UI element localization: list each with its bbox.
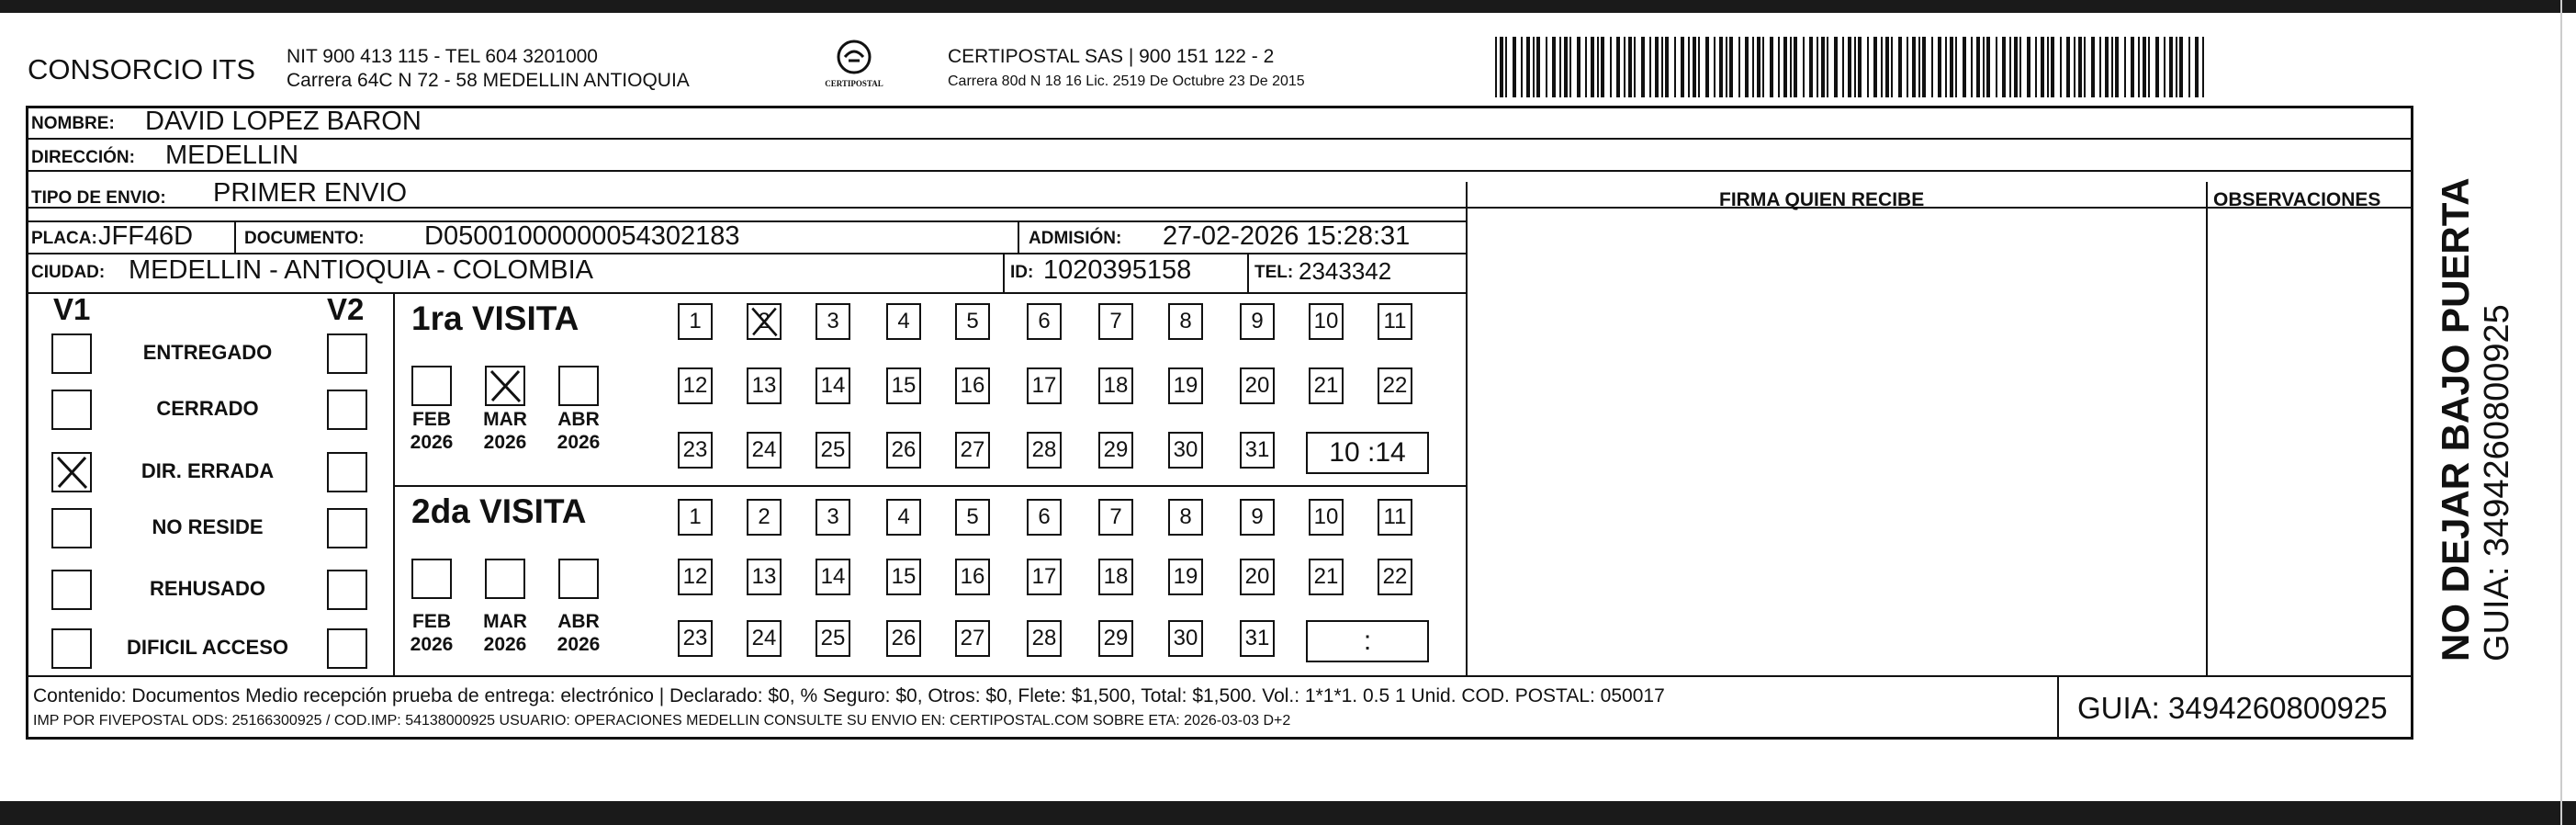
day-number: 21 (1313, 373, 1339, 398)
day-box[interactable] (886, 367, 921, 404)
day-number: 18 (1103, 564, 1129, 589)
barcode (1495, 37, 2204, 97)
day-box[interactable] (747, 620, 782, 657)
day-box[interactable] (1098, 367, 1133, 404)
v1-checkbox[interactable] (51, 333, 92, 374)
day-box[interactable] (747, 367, 782, 404)
day-box[interactable] (678, 367, 713, 404)
month-checkbox[interactable] (485, 559, 525, 599)
day-box[interactable] (1168, 432, 1203, 469)
first-visit-title: 1ra VISITA (411, 299, 579, 337)
day-box[interactable] (955, 303, 990, 340)
month-year: 2026 (410, 432, 454, 453)
company-nit-line: NIT 900 413 115 - TEL 604 3201000 (287, 46, 598, 67)
day-number: 7 (1109, 309, 1122, 333)
day-box[interactable] (816, 499, 850, 536)
nombre-label: NOMBRE: (31, 114, 115, 133)
status-label: ENTREGADO (142, 341, 273, 364)
col-line (1003, 253, 1005, 292)
tel-value: 2343342 (1299, 257, 1392, 285)
day-number: 25 (820, 437, 846, 462)
col-line (234, 220, 236, 253)
day-number: 31 (1244, 437, 1270, 462)
documento-label: DOCUMENTO: (244, 229, 365, 248)
v1-checkbox[interactable] (51, 570, 92, 610)
month-label: MAR (483, 611, 527, 632)
day-box[interactable] (816, 432, 850, 469)
day-number: 26 (891, 437, 917, 462)
day-number: 16 (960, 564, 985, 589)
v1-label: V1 (53, 292, 91, 326)
day-box[interactable] (1168, 620, 1203, 657)
month-checkbox[interactable] (411, 366, 452, 406)
second-visit-title: 2da VISITA (411, 492, 587, 530)
day-box[interactable] (1098, 303, 1133, 340)
day-box[interactable] (1027, 559, 1062, 595)
day-number: 3 (827, 309, 839, 333)
firma-label: FIRMA QUIEN RECIBE (1719, 189, 1925, 210)
day-box[interactable] (1378, 499, 1412, 536)
day-number: 29 (1103, 626, 1129, 650)
col-line-status (393, 292, 395, 676)
no-dejar-bajo-puerta: NO DEJAR BAJO PUERTA (2434, 177, 2477, 661)
day-box[interactable] (816, 367, 850, 404)
day-box[interactable] (1309, 559, 1344, 595)
month-checkbox[interactable] (411, 559, 452, 599)
day-number: 13 (751, 373, 777, 398)
v2-checkbox[interactable] (327, 508, 367, 548)
day-box[interactable] (1309, 367, 1344, 404)
day-box[interactable] (1027, 499, 1062, 536)
day-number: 24 (751, 626, 777, 650)
visit-divider (393, 485, 1468, 487)
tipo-envio-label: TIPO DE ENVIO: (31, 188, 166, 208)
logo-text: CERTIPOSTAL (825, 79, 883, 88)
month-checkbox[interactable] (558, 366, 599, 406)
certipostal-logo (827, 37, 882, 97)
month-year: 2026 (483, 634, 527, 655)
day-number: 10 (1313, 504, 1339, 529)
v2-checkbox[interactable] (327, 390, 367, 430)
day-box[interactable] (886, 432, 921, 469)
month-year: 2026 (410, 634, 454, 655)
day-number: 24 (751, 437, 777, 462)
day-box[interactable] (1027, 367, 1062, 404)
day-box[interactable] (678, 559, 713, 595)
v2-checkbox[interactable] (327, 570, 367, 610)
day-number: 29 (1103, 437, 1129, 462)
admision-label: ADMISIÓN: (1029, 229, 1122, 248)
day-number: 6 (1038, 504, 1051, 529)
v2-checkbox[interactable] (327, 452, 367, 492)
day-number: 11 (1383, 309, 1407, 333)
visit-time-box[interactable]: 10 :14 (1306, 432, 1429, 474)
day-number: 25 (820, 626, 846, 650)
tipo-envio-value: PRIMER ENVIO (213, 178, 408, 208)
day-box[interactable] (1309, 499, 1344, 536)
row-line (26, 138, 2413, 140)
day-box[interactable] (1098, 499, 1133, 536)
month-label: FEB (412, 409, 451, 430)
top-edge-bar (0, 0, 2576, 13)
day-number: 1 (689, 309, 702, 333)
day-number: 21 (1313, 564, 1339, 589)
direccion-label: DIRECCIÓN: (31, 148, 135, 167)
v2-checkbox[interactable] (327, 333, 367, 374)
ciudad-value: MEDELLIN - ANTIOQUIA - COLOMBIA (129, 255, 593, 285)
day-box[interactable] (816, 559, 850, 595)
day-box[interactable] (955, 432, 990, 469)
day-number: 23 (682, 626, 708, 650)
day-number: 19 (1173, 373, 1198, 398)
day-number: 2 (758, 309, 771, 333)
day-box[interactable] (678, 499, 713, 536)
day-number: 2 (758, 504, 771, 529)
side-guia-number: GUIA: 3494260800925 (2478, 304, 2516, 661)
admision-value: 27-02-2026 15:28:31 (1163, 221, 1411, 251)
month-label: FEB (412, 611, 451, 632)
direccion-value: MEDELLIN (165, 141, 299, 170)
day-box[interactable] (816, 303, 850, 340)
day-number: 15 (891, 373, 917, 398)
day-check-mark (748, 305, 780, 338)
col-line-firma (1466, 182, 1468, 676)
day-number: 18 (1103, 373, 1129, 398)
day-number: 17 (1031, 373, 1057, 398)
bottom-edge-bar (0, 801, 2576, 825)
col-line-guia (2057, 675, 2059, 740)
v1-checkbox[interactable] (51, 628, 92, 669)
month-year: 2026 (557, 432, 601, 453)
id-value: 1020395158 (1043, 255, 1192, 285)
month-checkbox[interactable] (558, 559, 599, 599)
day-box[interactable] (955, 620, 990, 657)
day-box[interactable] (1378, 559, 1412, 595)
day-number: 16 (960, 373, 985, 398)
day-number: 8 (1179, 309, 1192, 333)
day-box[interactable] (1240, 499, 1275, 536)
placa-value: JFF46D (98, 221, 194, 251)
carrier-name-line: CERTIPOSTAL SAS | 900 151 122 - 2 (948, 46, 1275, 67)
day-number: 4 (897, 309, 910, 333)
month-year: 2026 (483, 432, 527, 453)
day-box[interactable] (1168, 559, 1203, 595)
v1-checkbox[interactable] (51, 452, 92, 492)
day-number: 19 (1173, 564, 1198, 589)
visit-time-box[interactable]: : (1306, 620, 1429, 662)
day-number: 14 (820, 564, 846, 589)
day-box[interactable] (678, 432, 713, 469)
status-label: DIR. ERRADA (141, 459, 275, 482)
day-box[interactable] (1168, 499, 1203, 536)
day-box[interactable] (816, 620, 850, 657)
day-number: 5 (966, 504, 979, 529)
month-label: ABR (557, 409, 600, 430)
day-box[interactable] (678, 303, 713, 340)
ciudad-label: CIUDAD: (31, 263, 106, 282)
footer-content-line: Contenido: Documentos Medio recepción prueba de entrega: electrónico | Declarado: $0, % Seguro: $0, Otros: $0, Flete: $1,500, Total: $1,500. Vol.: 1*1*1. 0.5 1 Unid. COD. POSTAL: 050017 (33, 685, 1665, 706)
day-box[interactable] (1240, 367, 1275, 404)
day-box[interactable] (1168, 303, 1203, 340)
day-box[interactable] (1240, 303, 1275, 340)
day-number: 9 (1251, 504, 1264, 529)
day-number: 28 (1031, 626, 1057, 650)
footer-print-line: IMP POR FIVEPOSTAL ODS: 25166300925 / COD.IMP: 54138000925 USUARIO: OPERACIONES MEDELLIN CONSULTE SU ENVIO EN: CERTIPOSTAL.COM SOBRE ETA: 2026-03-03 D+2 (33, 713, 1291, 729)
day-box[interactable] (678, 620, 713, 657)
carrier-license-line: Carrera 80d N 18 16 Lic. 2519 De Octubre 23 De 2015 (948, 73, 1305, 89)
row-line (26, 170, 2413, 172)
day-box[interactable] (886, 303, 921, 340)
day-number: 20 (1244, 373, 1270, 398)
day-number: 9 (1251, 309, 1264, 333)
day-number: 4 (897, 504, 910, 529)
v1-checkbox[interactable] (51, 508, 92, 548)
day-number: 30 (1173, 626, 1198, 650)
day-box[interactable] (886, 559, 921, 595)
day-number: 11 (1383, 504, 1407, 529)
day-box[interactable] (747, 432, 782, 469)
day-box[interactable] (1240, 432, 1275, 469)
day-number: 5 (966, 309, 979, 333)
col-line (1018, 220, 1019, 253)
day-number: 22 (1382, 564, 1408, 589)
month-checkbox[interactable] (485, 366, 525, 406)
status-label: DIFICIL ACCESO (126, 636, 288, 659)
day-number: 12 (682, 373, 708, 398)
side-vertical-text (2434, 177, 2517, 661)
day-box[interactable] (1098, 620, 1133, 657)
tel-label: TEL: (1254, 263, 1294, 282)
day-number: 13 (751, 564, 777, 589)
day-number: 14 (820, 373, 846, 398)
v2-label: V2 (327, 292, 365, 326)
day-number: 23 (682, 437, 708, 462)
day-number: 10 (1313, 309, 1339, 333)
day-number: 26 (891, 626, 917, 650)
day-box[interactable] (1378, 367, 1412, 404)
day-box[interactable] (886, 499, 921, 536)
day-box[interactable] (747, 499, 782, 536)
day-box[interactable] (1240, 559, 1275, 595)
status-label: REHUSADO (150, 577, 265, 600)
day-box[interactable] (1378, 303, 1412, 340)
right-edge-line (2560, 0, 2562, 825)
day-box[interactable] (886, 620, 921, 657)
day-box[interactable] (955, 499, 990, 536)
day-number: 15 (891, 564, 917, 589)
company-address-line: Carrera 64C N 72 - 58 MEDELLIN ANTIOQUIA (287, 70, 690, 91)
month-label: ABR (557, 611, 600, 632)
day-number: 27 (960, 437, 985, 462)
v1-checkbox[interactable] (51, 390, 92, 430)
documento-value: D050010000000543021​83 (424, 221, 740, 251)
day-box[interactable] (1168, 367, 1203, 404)
day-number: 17 (1031, 564, 1057, 589)
v2-checkbox[interactable] (327, 628, 367, 669)
day-number: 30 (1173, 437, 1198, 462)
day-box[interactable] (1027, 303, 1062, 340)
id-label: ID: (1010, 263, 1034, 282)
day-box[interactable] (955, 367, 990, 404)
day-box[interactable] (1309, 303, 1344, 340)
month-label: MAR (483, 409, 527, 430)
company-name: CONSORCIO ITS (28, 53, 256, 85)
placa-label: PLACA: (31, 229, 97, 248)
status-label: NO RESIDE (152, 515, 264, 538)
day-box[interactable] (747, 559, 782, 595)
day-number: 22 (1382, 373, 1408, 398)
day-number: 20 (1244, 564, 1270, 589)
day-number: 6 (1038, 309, 1051, 333)
status-label: CERRADO (156, 397, 259, 420)
day-box[interactable] (1098, 432, 1133, 469)
col-line-obs (2206, 182, 2208, 676)
day-number: 27 (960, 626, 985, 650)
day-number: 3 (827, 504, 839, 529)
day-box[interactable] (1098, 559, 1133, 595)
footer-line (26, 675, 2413, 677)
day-box[interactable] (1240, 620, 1275, 657)
day-number: 28 (1031, 437, 1057, 462)
day-box[interactable] (955, 559, 990, 595)
nombre-value: DAVID LOPEZ BARON (145, 107, 422, 136)
col-line (1247, 253, 1249, 292)
day-box[interactable] (747, 303, 782, 340)
row-line (26, 253, 1468, 254)
observaciones-label: OBSERVACIONES (2213, 189, 2381, 210)
row-line (26, 292, 1468, 294)
day-number: 1 (689, 504, 702, 529)
guia-number: GUIA: 3494260800925 (2077, 691, 2388, 725)
day-box[interactable] (1027, 432, 1062, 469)
day-number: 12 (682, 564, 708, 589)
day-number: 7 (1109, 504, 1122, 529)
month-year: 2026 (557, 634, 601, 655)
day-box[interactable] (1027, 620, 1062, 657)
day-number: 31 (1244, 626, 1270, 650)
day-number: 8 (1179, 504, 1192, 529)
